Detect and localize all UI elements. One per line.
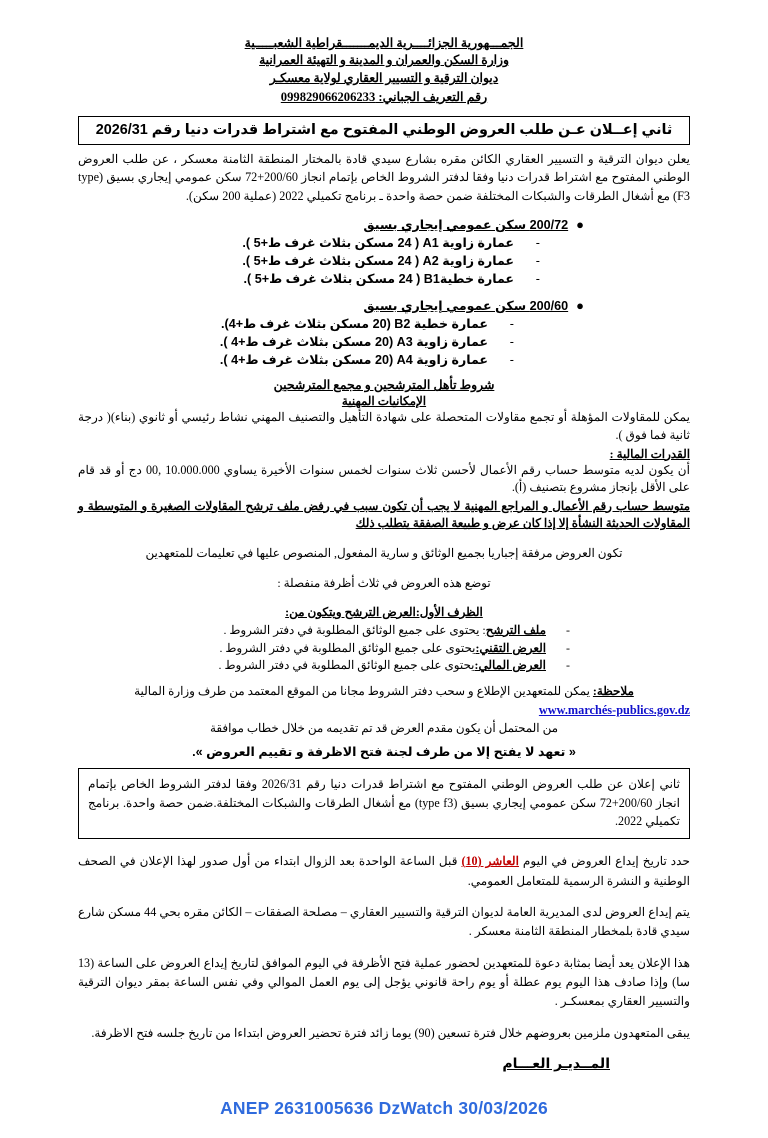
- list-item-label: عمارة خطية B2 (20 مسكن بثلاث غرف ط+4).: [221, 316, 488, 331]
- dash-marker: -: [509, 334, 514, 349]
- envelope-item: [219, 657, 546, 675]
- bullet-icon: ●: [576, 297, 584, 313]
- signature-director-general: المــديـر العـــام: [502, 1055, 610, 1072]
- attachments-line-1: تكون العروض مرفقة إجباريا بجميع الوثائق و سارية المفعول, المنصوص عليها في تعليمات للمتعهدين: [145, 546, 623, 561]
- list-item-label: عمارة زاوية A2 ( 24 مسكن بثلاث غرف ط+5 ).: [242, 254, 514, 269]
- page-title: ثاني إعــلان عـن طلب العروض الوطني المفتوح مع اشتراط قدرات دنيا رقم 2026/31: [95, 122, 673, 139]
- professional-capacity-heading: الإمكانيات المهنية: [341, 394, 427, 409]
- list-item: [78, 271, 690, 289]
- envelope-item-rest: : يحتوى على جميع الوثائق المطلوبة في دفتر الشروط .: [223, 622, 486, 637]
- anep-footer: ANEP 2631005636 DzWatch 30/03/2026: [220, 1098, 548, 1118]
- group-2-label: 200/60 سكن عمومي إيجاري بسيق: [363, 298, 569, 313]
- pledge-statement: « تعهد لا يفتح إلا من طرف لجنة فتح الاظرفة و تقييم العروض ».: [192, 745, 576, 760]
- envelope-section-heading: الظرف الأول:العرض الترشح ويتكون من:: [285, 604, 483, 619]
- envelope-list: [78, 622, 690, 676]
- group-1-heading: [78, 217, 690, 232]
- note-second-line: من المحتمل أن يكون مقدم العرض قد تم تقديمه من خلال خطاب موافقة: [210, 721, 558, 736]
- envelope-item-rest: يحتوى على جميع الوثائق المطلوبة في دفتر الشروط .: [219, 640, 476, 655]
- list-item-label: عمارة خطيةB1 ( 24 مسكن بثلاث غرف ط+5 ).: [243, 271, 514, 286]
- dash-marker: -: [509, 316, 514, 331]
- envelope-item-label: العرض التقني:: [475, 640, 546, 655]
- list-item: [78, 352, 690, 370]
- list-item: [78, 622, 690, 640]
- turnover-note: متوسط حساب رقم الأعمال و المراجع المهنية لا يجب أن تكون سبب في رفض ملف ترشح المقاولات الصغيرة و المتوسطة و المقاولات الحديثة النشأة إلا إذا كان عرض و طبيعة الصفقة يتطلب ذلك: [78, 498, 690, 531]
- intro-text: يعلن ديوان الترقية و التسيير العقاري الكائن مقره بشارع سيدي قادة بالمختار المنطقة الثامنة معسكر ، عن طلب العروض الوطني المفتوح مع اشتراط قدرات دنيا وفقا لدفتر الشروط الخاص بإتمام انجاز 200/60+72 سكن عمومي إيجاري بسيق (type F3) مع أشغال الطرقات والشبكات المختلفة ضمن حصة واحدة ـ برنامج تكميلي 2022 (عملية 200 سكن).: [78, 152, 690, 203]
- announcement-title-box: [78, 116, 690, 145]
- group-1-label: 200/72 سكن عمومي إيجاري بسيق: [363, 218, 569, 233]
- list-item-label: عمارة زاوية A1 ( 24 مسكن بثلاث غرف ط+5 ).: [242, 236, 514, 251]
- deadline-text-after: قبل الساعة الواحدة بعد الزوال ابتداء من أول صدور لهذا الإعلان في الصحف الوطنية و النشرة الرسمية للمتعامل العمومي.: [78, 854, 690, 888]
- list-item: [78, 253, 690, 271]
- envelope-item-rest: يحتوى على جميع الوثائق المطلوبة في دفتر الشروط .: [218, 658, 475, 673]
- envelope-item: [219, 640, 546, 658]
- header-line-tax-id: رقم التعريف الجباني: 099829066206233: [280, 89, 488, 104]
- financial-capacity-text: أن يكون لديه متوسط حساب رقم الأعمال لأحسن ثلاث سنوات لخمس سنوات الأخيرة يساوي 10.000.000 ,00 دج أو قد قام على الأقل بإنجاز مشروع بتصنيف (أ).: [78, 462, 690, 495]
- dash-marker: -: [535, 254, 540, 269]
- dash-marker: -: [535, 271, 540, 286]
- closing-paragraph-opening-session: هذا الإعلان يعد أيضا بمثابة دعوة للمتعهدين لحضور عملية فتح الأظرفة في اليوم الموافق لتاريخ إيداع العروض على الساعة (13 سا) وإذا صادف هذا اليوم يوم عطلة أو يوم راحة قانوني يؤجل إلى يوم العمل الموالي وفي نفس الساعة بمقر ديوان الترقية والتسيير العقاري بمعسكـر .: [78, 955, 690, 1009]
- group-1-list: [78, 235, 690, 289]
- note-line: [78, 683, 690, 701]
- note-text: يمكن للمتعهدين الإطلاع و سحب دفتر الشروط مجانا من الموقع المعتمد من طرف وزارة المالية: [134, 684, 593, 699]
- attachments-line-2: توضع هذه العروض في ثلاث أظرفة منفصلة :: [277, 575, 491, 590]
- group-2-heading: [78, 298, 690, 313]
- group-2-list: [78, 316, 690, 370]
- closing-paragraph-deadline: [78, 852, 690, 891]
- deadline-day-highlight: العاشر (10): [461, 854, 519, 869]
- bullet-icon: ●: [576, 217, 584, 233]
- list-item: [78, 640, 690, 658]
- summary-box: [78, 768, 690, 839]
- marches-publics-link[interactable]: www.marchés-publics.gov.dz: [538, 703, 690, 718]
- header-line-ministry: وزارة السكن والعمران و المدينة و التهيئة العمرانية: [259, 53, 509, 68]
- deadline-text-before: حدد تاريخ إيداع العروض في اليوم: [518, 854, 691, 869]
- envelope-item-label: ملف الترشح: [485, 622, 546, 637]
- dash-marker: -: [535, 236, 540, 251]
- header-line-office: ديوان الترقية و التسيير العقاري لولاية معسكـر: [269, 71, 499, 86]
- list-item: [78, 316, 690, 334]
- financial-capacity-heading-text: القدرات المالية :: [609, 446, 690, 461]
- header-line-country: الجمـــهورية الجزائــــرية الديمـــــــقراطية الشعبـــــية: [244, 36, 524, 50]
- closing-paragraph-validity: يبقى المتعهدون ملزمين بعروضهم خلال فترة تسعين (90) يوما زائد فترة تحضير العروض ابتداءا من تاريخ جلسه فتح الاظرفة.: [91, 1025, 690, 1040]
- document-header: [78, 34, 690, 106]
- professional-capacity-text: يمكن للمقاولات المؤهلة أو تجمع مقاولات المتحصلة على شهادة التأهيل والتصنيف المهني نشاط رئيسي أو ثانوي (بناء)( درجة ثانية فما فوق ).: [78, 410, 690, 443]
- list-item: [78, 235, 690, 253]
- envelope-item: [223, 622, 546, 640]
- envelope-item-label: العرض المالي:: [474, 658, 546, 673]
- note-label: ملاحظة:: [592, 684, 634, 699]
- list-item: [78, 334, 690, 352]
- list-item-label: عمارة زاوية A4 (20 مسكن بثلاث غرف ط+4 ).: [219, 352, 488, 367]
- dash-marker: -: [509, 352, 514, 367]
- intro-paragraph: [78, 150, 690, 205]
- financial-capacity-heading: [78, 447, 690, 462]
- closing-paragraph-submission-address: يتم إيداع العروض لدى المديرية العامة لديوان الترقية والتسيير العقاري – مصلحة الصفقات – الكائن مقره بحي 44 مسكن شارع سيدي قادة بلمخطار المنطقة الثامنة معسكر .: [78, 905, 690, 939]
- dash-marker: -: [566, 640, 570, 655]
- dash-marker: -: [566, 622, 570, 637]
- dash-marker: -: [566, 658, 570, 673]
- list-item: [78, 657, 690, 675]
- conditions-heading: شروط تأهل المترشحين و مجمع المترشحين: [273, 378, 495, 393]
- list-item-label: عمارة زاوية A3 (20 مسكن بثلاث غرف ط+4 ).: [219, 334, 488, 349]
- summary-box-text: ثاني إعلان عن طلب العروض الوطني المفتوح مع اشتراط قدرات دنيا رقم 2026/31 وفقا لدفتر الشروط الخاص بإتمام انجاز 200/60+72 سكن عمومي إيجاري بسيق (type f3) مع أشغال الطرقات والشبكات المختلفة.ضمن حصة واحدة. برنامج تكميلي 2022.: [88, 777, 680, 829]
